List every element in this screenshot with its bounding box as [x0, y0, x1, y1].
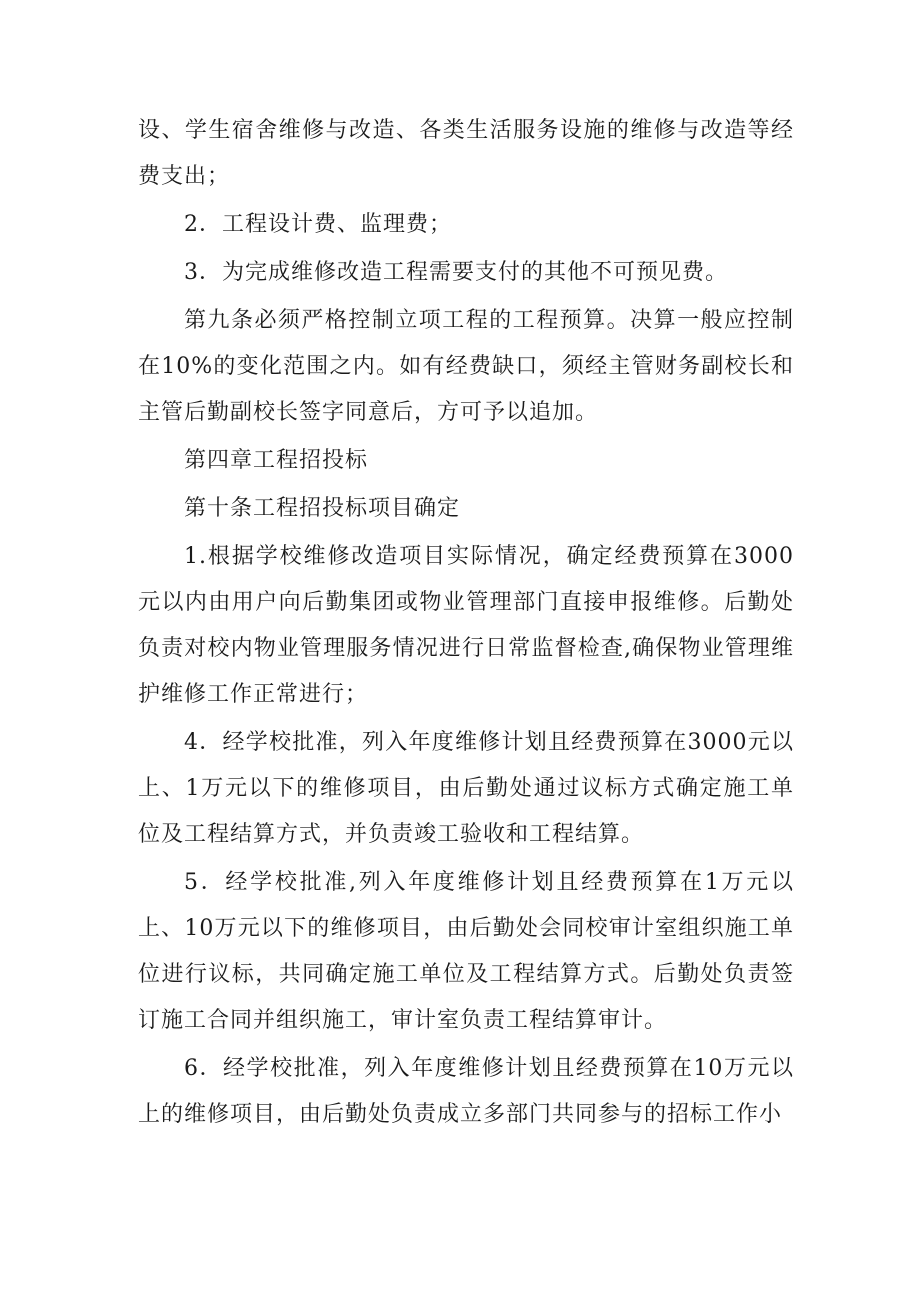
paragraph-item-5-10000-to-100000: 5．经学校批准,列入年度维修计划且经费预算在1万元以上、10万元以下的维修项目，由后勤处会同校审计室组织施工单位进行议标，共同确定施工单位及工程结算方式。后勤处负责签订施工合同并组织施工，审计室负责工程结算审计。: [138, 870, 794, 1033]
paragraph-item-4-3000-to-10000: 4．经学校批准，列入年度维修计划且经费预算在3000元以上、1万元以下的维修项目，由后勤处通过议标方式确定施工单位及工程结算方式，并负责竣工验收和工程结算。: [138, 730, 794, 847]
paragraph-expense-list-continuation: 设、学生宿舍维修与改造、各类生活服务设施的维修与改造等经费支出；: [138, 118, 794, 189]
document-body: [138, 108, 794, 1138]
article-10-heading: 第十条工程招投标项目确定: [184, 496, 461, 521]
chapter-4-heading: 第四章工程招投标: [184, 448, 369, 473]
paragraph-item-1-under-3000: 1.根据学校维修改造项目实际情况，确定经费预算在3000元以内由用户向后勤集团或物业管理部门直接申报维修。后勤处负责对校内物业管理服务情况进行日常监督检查,确保物业管理维护维修工作正常进行；: [138, 544, 794, 707]
paragraph-item-6-over-100000: 6．经学校批准，列入年度维修计划且经费预算在10万元以上的维修项目，由后勤处负责成立多部门共同参与的招标工作小: [138, 1056, 794, 1127]
paragraph-article-9: 第九条必须严格控制立项工程的工程预算。决算一般应控制在10%的变化范围之内。如有经费缺口，须经主管财务副校长和主管后勤副校长签字同意后，方可予以追加。: [138, 308, 794, 425]
paragraph-item-3-contingency: 3．为完成维修改造工程需要支付的其他不可预见费。: [184, 260, 728, 285]
paragraph-item-2-design-fees: 2．工程设计费、监理费；: [184, 212, 452, 237]
